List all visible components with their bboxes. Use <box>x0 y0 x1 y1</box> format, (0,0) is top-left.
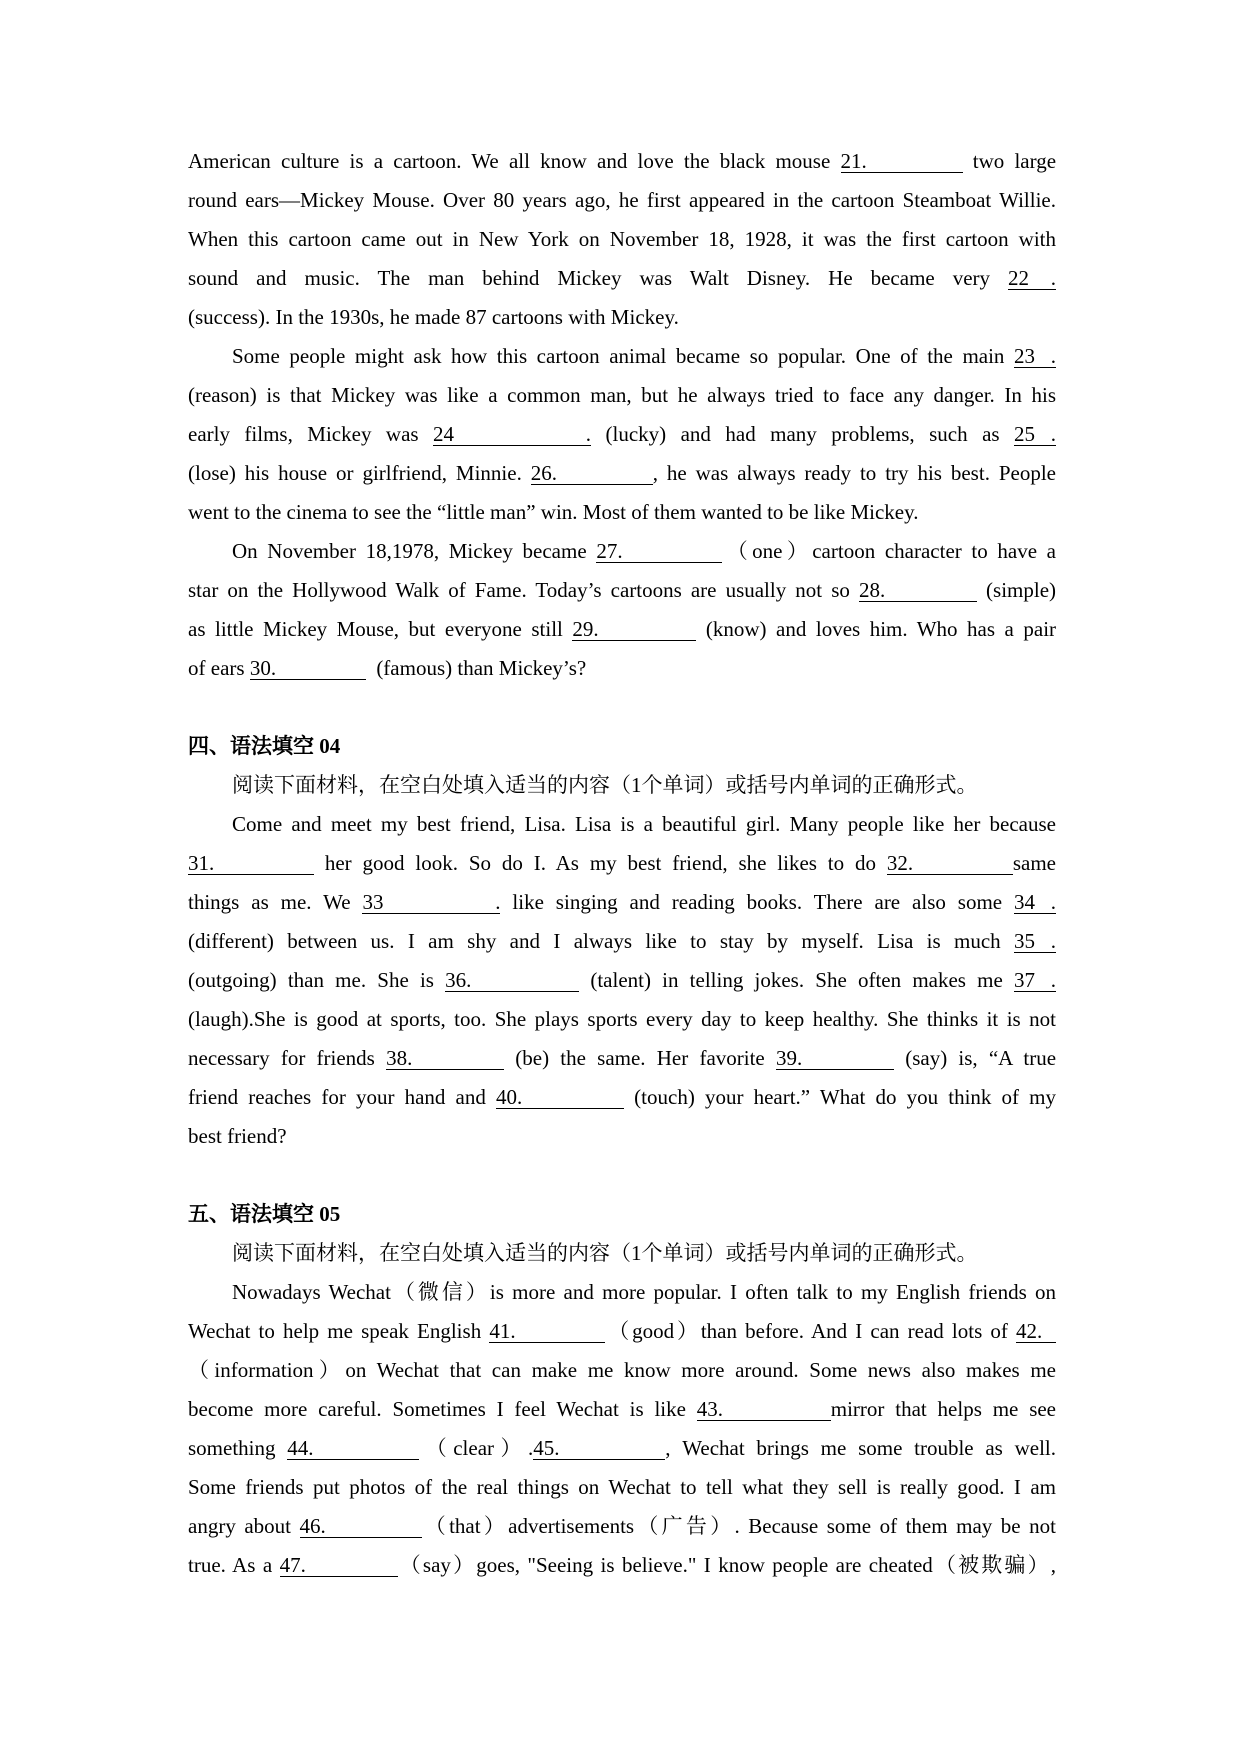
paragraph-3 <box>188 532 1056 688</box>
text-line: 31. her good look. So do I. As my best friend, she likes to do 32. same <box>188 851 1056 875</box>
blank-40[interactable]: 40. <box>496 1086 624 1109</box>
text-line: Some people might ask how this cartoon animal became so popular. One of the main 23 . <box>232 344 1056 368</box>
text-line: necessary for friends 38. (be) the same. Her favorite 39. (say) is, “A true <box>188 1046 1056 1070</box>
text-line: Come and meet my best friend, Lisa. Lisa is a beautiful girl. Many people like her because <box>232 812 1056 836</box>
blank-42[interactable]: 42. <box>1016 1320 1056 1343</box>
blank-27[interactable]: 27. <box>596 540 722 563</box>
blank-23[interactable]: 23 . <box>1014 344 1056 368</box>
paragraph-1 <box>188 142 1056 337</box>
paragraph-2 <box>188 337 1056 532</box>
text-line: star on the Hollywood Walk of Fame. Today’s cartoons are usually not so 28. (simple) <box>188 578 1056 602</box>
blank-38[interactable]: 38. <box>386 1047 504 1070</box>
blank-25[interactable]: 25 . <box>1014 422 1056 446</box>
text-line: went to the cinema to see the “little man” win. Most of them wanted to be like Mickey. <box>188 500 919 524</box>
blank-34[interactable]: 34 . <box>1014 890 1056 914</box>
blank-39[interactable]: 39. <box>776 1047 894 1070</box>
blank-30[interactable]: 30. <box>250 657 366 680</box>
blank-31[interactable]: 31. <box>188 852 314 875</box>
blank-43[interactable]: 43. <box>697 1398 831 1421</box>
text-line: true. As a 47. （say）goes, "Seeing is believe." I know people are cheated（被欺骗）, <box>188 1553 1056 1577</box>
blank-33[interactable]: 33 . <box>362 890 501 914</box>
text-line: American culture is a cartoon. We all know and love the black mouse 21. two large <box>188 149 1056 173</box>
section-heading: 四、语法填空 04 <box>188 734 341 758</box>
text-line: On November 18,1978, Mickey became 27. （one）cartoon character to have a <box>232 539 1056 563</box>
text-line: (lose) his house or girlfriend, Minnie. 26. , he was always ready to try his best. People <box>188 461 1056 485</box>
blank-32[interactable]: 32. <box>887 852 1013 875</box>
text-line: early films, Mickey was 24 . (lucky) and had many problems, such as 25 . <box>188 422 1056 446</box>
instruction-text: 阅读下面材料，在空白处填入适当的内容（1个单词）或括号内单词的正确形式。 <box>232 773 978 797</box>
blank-45[interactable]: 45. <box>533 1437 665 1460</box>
blank-24[interactable]: 24 . <box>433 422 592 446</box>
blank-47[interactable]: 47. <box>280 1554 398 1577</box>
text-line: of ears 30. (famous) than Mickey’s? <box>188 656 587 680</box>
blank-35[interactable]: 35 . <box>1014 929 1056 953</box>
blank-41[interactable]: 41. <box>489 1320 605 1343</box>
text-line: sound and music. The man behind Mickey was Walt Disney. He became very 22 . <box>188 266 1056 290</box>
blank-26[interactable]: 26. <box>531 462 653 485</box>
blank-22[interactable]: 22 . <box>1008 266 1056 290</box>
blank-46[interactable]: 46. <box>300 1515 422 1538</box>
text-line: round ears—Mickey Mouse. Over 80 years ago, he first appeared in the cartoon Steamboat Willie. <box>188 188 1056 212</box>
text-line: become more careful. Sometimes I feel Wechat is like 43. mirror that helps me see <box>188 1397 1056 1421</box>
blank-29[interactable]: 29. <box>572 618 696 641</box>
text-line: (success). In the 1930s, he made 87 cartoons with Mickey. <box>188 305 679 329</box>
instruction-text: 阅读下面材料，在空白处填入适当的内容（1个单词）或括号内单词的正确形式。 <box>232 1241 978 1265</box>
text-line: Wechat to help me speak English 41. （good）than before. And I can read lots of 42. <box>188 1312 1056 1351</box>
blank-44[interactable]: 44. <box>287 1437 419 1460</box>
text-line: (reason) is that Mickey was like a common man, but he always tried to face any danger. In his <box>188 383 1056 407</box>
section-heading: 五、语法填空 05 <box>188 1202 341 1226</box>
text-line: (laugh).She is good at sports, too. She plays sports every day to keep healthy. She thinks it is not <box>188 1007 1056 1031</box>
text-line: When this cartoon came out in New York on November 18, 1928, it was the first cartoon with <box>188 227 1056 251</box>
blank-37[interactable]: 37 . <box>1014 968 1056 992</box>
text-line: something 44. （clear）.45. , Wechat brings me some trouble as well. <box>188 1436 1056 1460</box>
document-page <box>188 142 1056 1585</box>
section-4 <box>188 727 1056 1156</box>
text-line: angry about 46. （that）advertisements（广告）. Because some of them may be not <box>188 1514 1056 1538</box>
text-line: Nowadays Wechat（微信）is more and more popular. I often talk to my English friends on <box>232 1280 1056 1304</box>
text-line: best friend? <box>188 1124 287 1148</box>
text-line: (outgoing) than me. She is 36. (talent) in telling jokes. She often makes me 37 . <box>188 968 1056 992</box>
blank-36[interactable]: 36. <box>445 969 579 992</box>
blank-28[interactable]: 28. <box>859 579 977 602</box>
text-line: （information）on Wechat that can make me know more around. Some news also makes me <box>188 1358 1056 1382</box>
text-line: (different) between us. I am shy and I always like to stay by myself. Lisa is much 35 . <box>188 929 1056 953</box>
text-line: as little Mickey Mouse, but everyone still 29. (know) and loves him. Who has a pair <box>188 617 1056 641</box>
text-line: friend reaches for your hand and 40. (touch) your heart.” What do you think of my <box>188 1085 1056 1109</box>
section-5 <box>188 1195 1056 1585</box>
blank-21[interactable]: 21. <box>841 150 963 173</box>
text-line: things as me. We 33 . like singing and reading books. There are also some 34 . <box>188 890 1056 914</box>
text-line: Some friends put photos of the real things on Wechat to tell what they sell is really good. I am <box>188 1475 1056 1499</box>
